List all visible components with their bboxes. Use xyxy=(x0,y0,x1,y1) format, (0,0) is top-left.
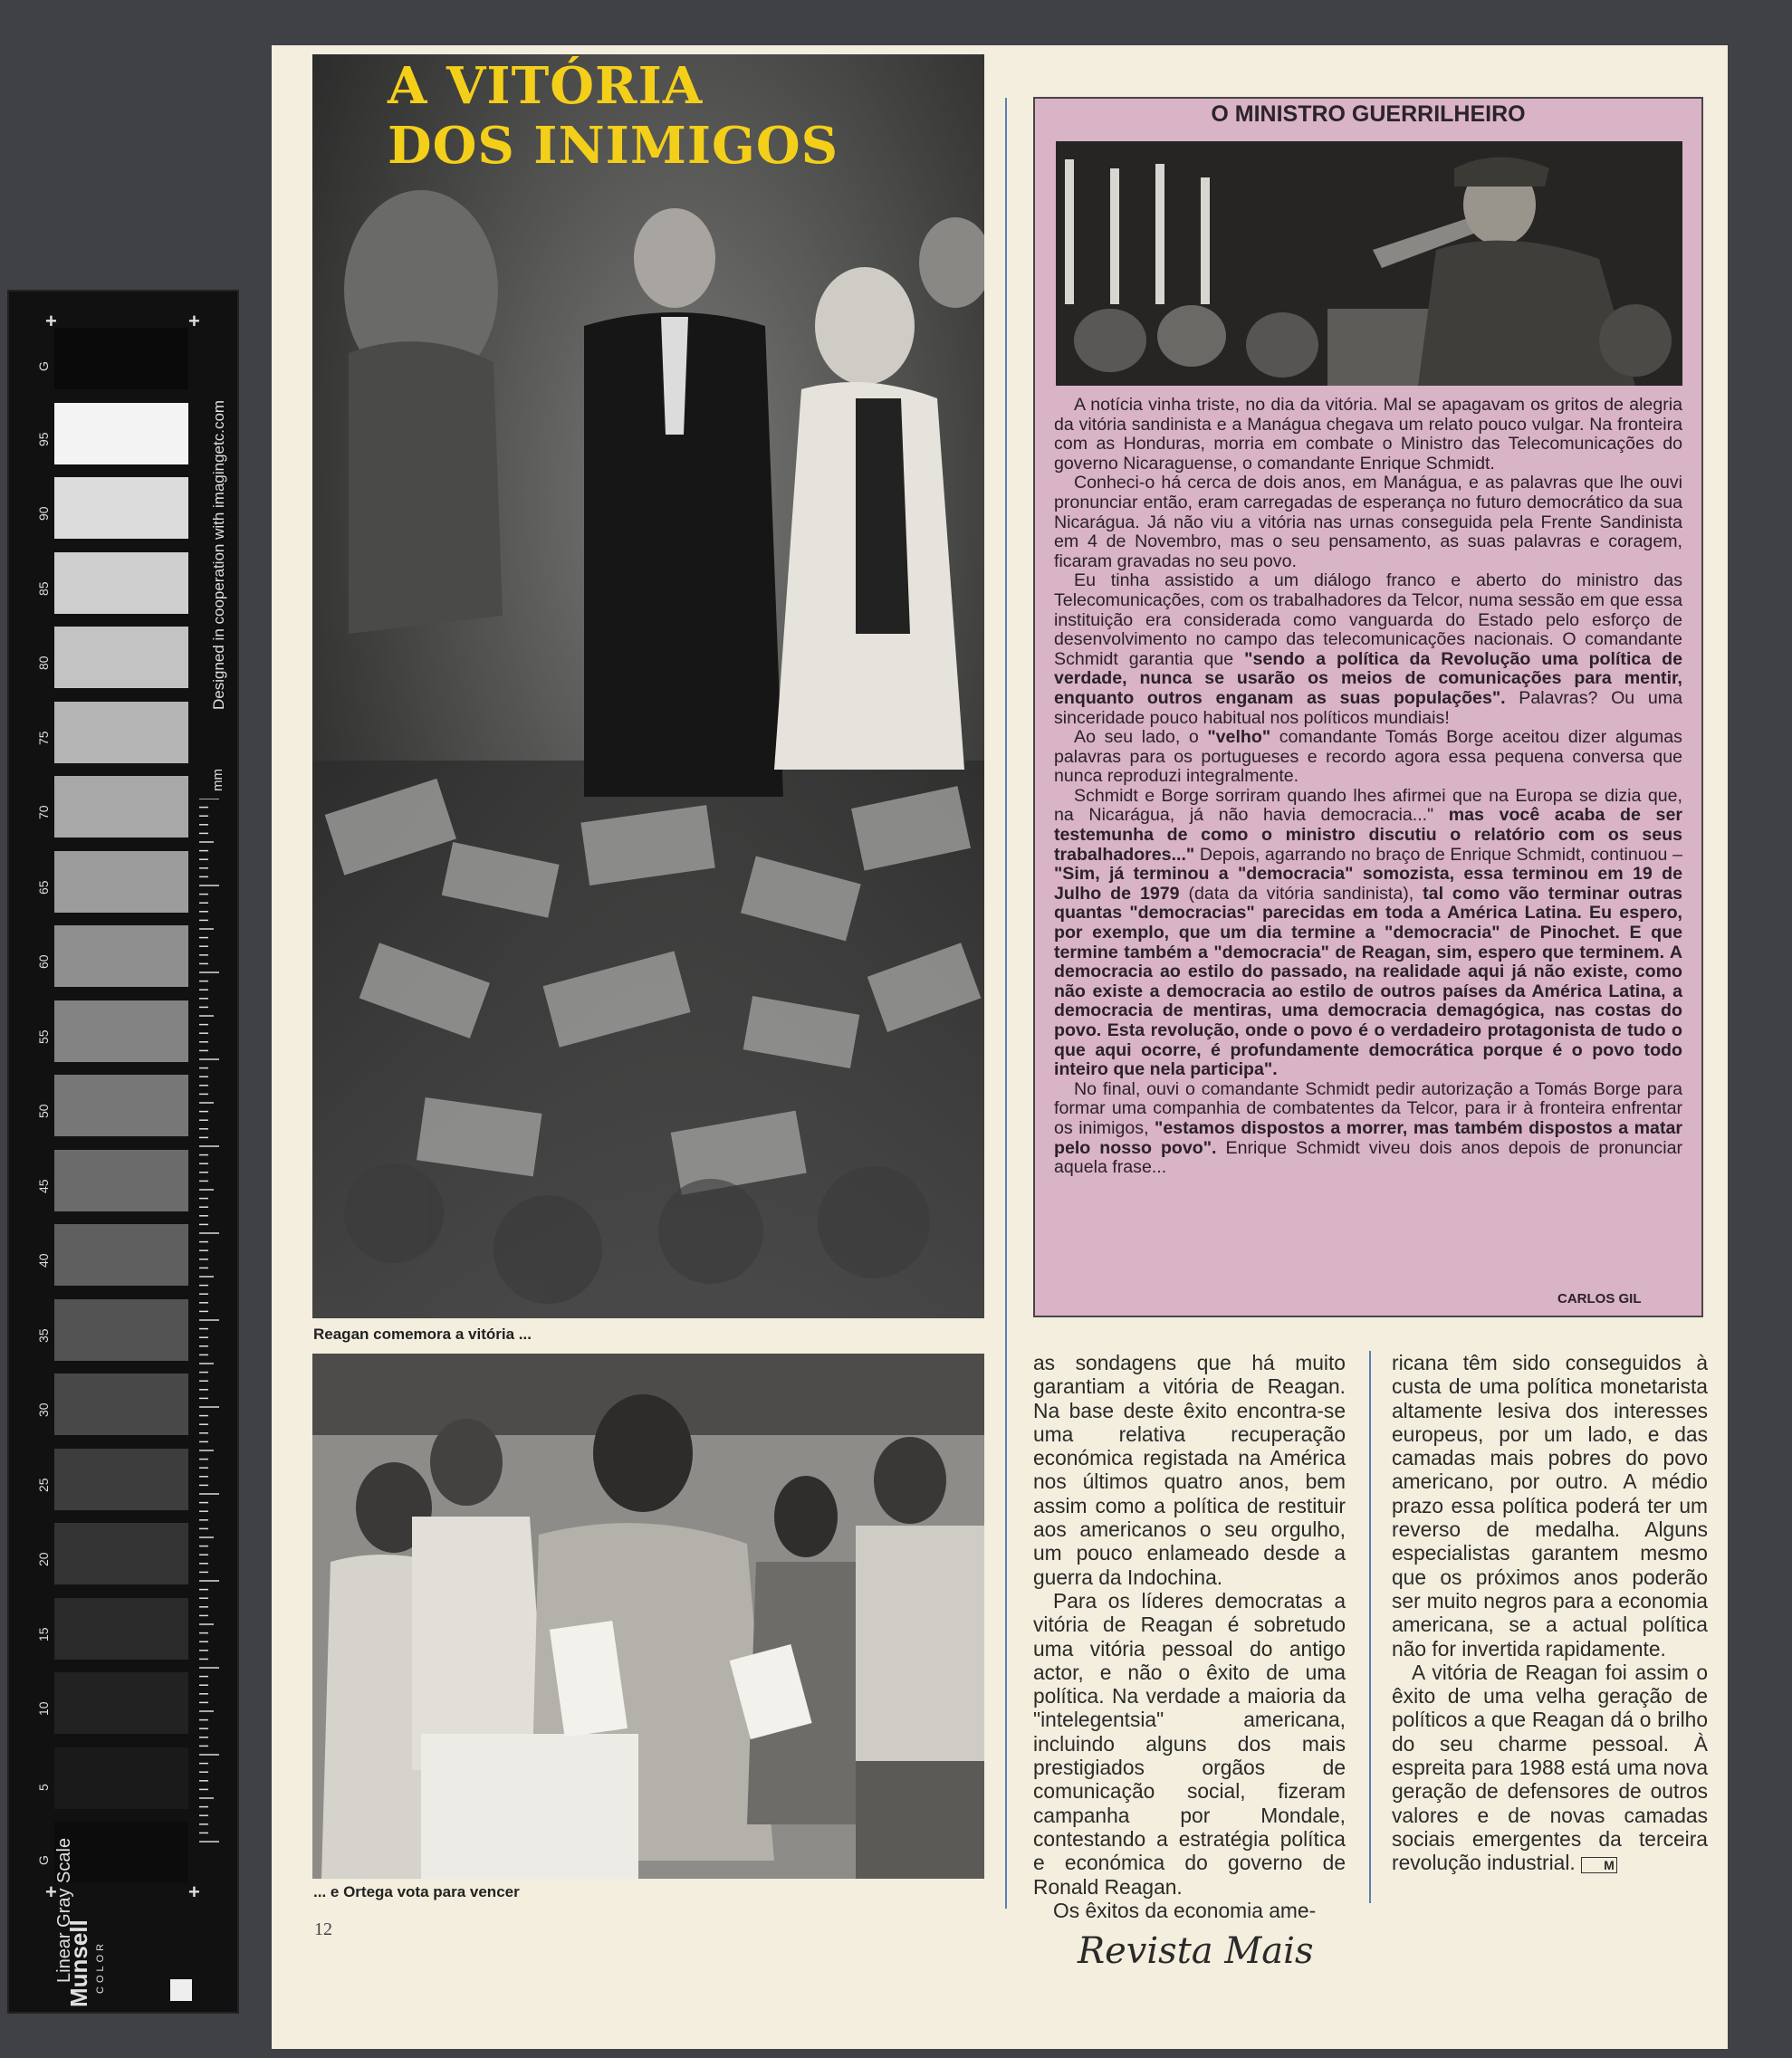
scale-number: 35 xyxy=(36,1327,51,1343)
quote-run: mas você acaba de ser testemunha de como o ministro discutiu o relatório com os seus trabalhadores..." xyxy=(1054,805,1682,865)
gray-patch xyxy=(54,1523,188,1584)
registration-mark-icon: + xyxy=(188,1881,200,1903)
registration-mark-icon: + xyxy=(45,310,57,332)
scale-number: 15 xyxy=(36,1626,51,1642)
scale-number: 50 xyxy=(36,1104,51,1118)
quote-run: "velho" xyxy=(1207,727,1271,748)
brand-name: Munsell xyxy=(65,1919,92,2007)
brand-sub: COLOR xyxy=(95,1939,106,1994)
registration-mark-icon: + xyxy=(188,310,200,332)
credit-text: Designed in cooperation with imagingetc.com xyxy=(210,399,227,710)
body-paragraph: Para os líderes democratas a vitória de Reagan é sobretudo uma vitória pessoal do antigo actor, e não o êxito de uma política. Na verdade a maioria da "intelegentsia" americana, incluindo alguns dos mais prestigiados orgãos de comunicação social, fizeram campanha por Mondale, contestando a estratégia política e económica do governo de Ronald Reagan. xyxy=(1033,1588,1346,1899)
gray-patch xyxy=(54,1150,188,1211)
mm-label: mm xyxy=(210,769,225,791)
scale-number: 75 xyxy=(36,730,51,745)
scale-number: G xyxy=(36,1855,51,1865)
scale-number: 5 xyxy=(36,1783,51,1791)
gray-patch xyxy=(54,477,188,539)
column-rule xyxy=(1369,1351,1371,1903)
gray-patch xyxy=(54,1299,188,1361)
text-run: Enrique Schmidt viveu dois anos depois de pronunciar aquela frase... xyxy=(1054,1137,1683,1178)
scale-number: 80 xyxy=(36,656,51,670)
end-mark-icon: M xyxy=(1581,1857,1617,1873)
gray-patch xyxy=(54,925,188,987)
quote-run: tal como vão terminar outras quantas "democracias" parecidas em toda a América Latina. Eu espero, por exemplo, que um dia termine a "democracia" de Pinochet. E que termine também a "democracia" de Reagan, sim, espero que terminem. A democracia ao estilo do passado, na realidade aqui já não existe, como não existe a democracia ao estilo de outros países da América Latina, a democracia de mentiras, uma democracia demagógica, nas costas do povo. Esta revolução, onde o povo é o verdadeiro protagonista de tudo o que aqui ocorre, é profundamente democrática porque é o povo todo inteiro que nela participa". xyxy=(1054,883,1683,1080)
text-run: Palavras? Ou uma sinceridade pouco habitual nos políticos mundiais! xyxy=(1054,687,1682,728)
reagan-photo xyxy=(312,54,984,1318)
scale-number: 85 xyxy=(36,580,51,596)
column-right xyxy=(1392,1351,1708,1875)
title-line-1: A VITÓRIA xyxy=(388,56,704,116)
gray-patch xyxy=(54,776,188,838)
text-run: A vitória de Reagan foi assim o êxito de uma velha geração de políticos a que Reagan dá o brilho do seu charme pessoal. À espreita para 1988 está uma nova geração de defensores de outros valores e de novas camadas sociais emergentes da terceira revolução industrial. xyxy=(1392,1660,1708,1875)
gray-patch xyxy=(54,1449,188,1510)
scale-number: 55 xyxy=(36,1029,51,1044)
ortega-photo xyxy=(312,1354,984,1879)
text-run: (data da vitória sandinista), xyxy=(1188,883,1414,904)
text-run: Ao seu lado, o xyxy=(1074,727,1199,748)
gray-patch xyxy=(54,1224,188,1286)
scale-number: 65 xyxy=(36,879,51,895)
scale-number: 20 xyxy=(36,1552,51,1566)
scale-number: 40 xyxy=(36,1253,51,1268)
page-number: 12 xyxy=(314,1919,332,1939)
body-paragraph xyxy=(1392,1661,1708,1875)
gray-patch xyxy=(54,403,188,464)
sidebar-paragraph xyxy=(1054,571,1682,728)
gray-patch xyxy=(54,851,188,913)
sidebar-paragraph xyxy=(1054,1080,1682,1178)
text-run: No final, ouvi o comandante Schmidt pedir autorização a Tomás Borge para formar uma companhia de combatentes da Telcor, para ir à fronteira enfrentar os inimigos, xyxy=(1054,1078,1682,1138)
scale-number: 45 xyxy=(36,1178,51,1193)
text-run: Schmidt e Borge sorriram quando lhes afirmei que na Europa se dizia que, na Nicarágua, já não havia democracia..." xyxy=(1054,785,1682,826)
scale-number: 70 xyxy=(36,805,51,819)
text-run: comandante Tomás Borge aceitou dizer algumas palavras para os portugueses e recordo agora essa pequena conversa que nunca reproduzi integralmente. xyxy=(1054,727,1682,787)
schmidt-photo xyxy=(1056,141,1682,386)
title-line-2: DOS INIMIGOS xyxy=(388,116,839,176)
sidebar-paragraph: A notícia vinha triste, no dia da vitória. Mal se apagavam os gritos de alegria da vitória sandinista e a Manágua chegava um relato pouco vulgar. Na fronteira com as Honduras, morria em combate o Ministro das Telecomunicações do governo Nicaraguense, o comandante Enrique Schmidt. xyxy=(1054,395,1682,474)
gray-patch xyxy=(54,627,188,688)
scale-number: 30 xyxy=(36,1402,51,1417)
caption-bottom: ... e Ortega vota para vencer xyxy=(313,1883,520,1900)
gray-patch xyxy=(54,1672,188,1734)
sidebar-author: CARLOS GIL xyxy=(1557,1291,1642,1307)
gray-patch xyxy=(54,1374,188,1435)
article-title xyxy=(388,56,839,176)
mm-ruler xyxy=(199,799,226,1858)
body-paragraph: as sondagens que há muito garantiam a vitória de Reagan. Na base deste êxito encontra-se uma relativa recuperação económica registada na América nos últimos quatro anos, bem assim como a política de restituir aos americanos o seu orgulho, um pouco enlameado desde a guerra da Indochina. xyxy=(1033,1351,1346,1589)
gray-patch xyxy=(54,1747,188,1809)
sidebar-text xyxy=(1054,396,1682,1178)
gray-scale-card xyxy=(7,290,239,2014)
gray-patch xyxy=(54,552,188,614)
quote-run: "estamos dispostos a morrer, mas também dispostos a matar pelo nosso povo". xyxy=(1054,1117,1682,1158)
scale-number: G xyxy=(36,361,51,371)
sidebar-title: O MINISTRO GUERRILHEIRO xyxy=(1211,101,1526,127)
scale-number: 60 xyxy=(36,954,51,969)
gray-patch xyxy=(54,1000,188,1062)
sidebar-paragraph xyxy=(1054,728,1682,787)
sidebar-paragraph: Conheci-o há cerca de dois anos, em Manágua, e as palavras que lhe ouvi pronunciar então, eram carregadas de esperança no futuro democrático da sua Nicarágua. Já não viu a vitória nas urnas conseguida pela Frente Sandinista em 4 de Novembro, mas o seu pensamento, as suas palavras e coragem, ficaram gravadas no seu povo. xyxy=(1054,473,1682,571)
gray-patch xyxy=(54,1598,188,1660)
gray-patch xyxy=(54,328,188,389)
quote-run: "Sim, já terminou a "democracia" somozista, essa terminou em 19 de Julho de 1979 xyxy=(1054,864,1682,904)
gray-patch xyxy=(54,702,188,763)
munsell-logo xyxy=(163,1894,226,1994)
scale-number: 25 xyxy=(36,1477,51,1492)
text-run: Eu tinha assistido a um diálogo franco e aberto do ministro das Telecomunicações, com os trabalhadores da Telcor, numa sessão em que essa instituição era considerada como vanguarda do Estado pelo esforço de desenvolvimento no campo das telecomunicações nacionais. O comandante Schmidt garantia que xyxy=(1054,570,1682,669)
sidebar-paragraph xyxy=(1054,787,1682,1080)
column-left xyxy=(1033,1351,1346,1922)
column-rule xyxy=(1005,98,1007,1909)
scale-number: 10 xyxy=(36,1701,51,1716)
handwritten-note: Revista Mais xyxy=(1078,1930,1314,1972)
scale-number: 90 xyxy=(36,506,51,521)
body-paragraph: Os êxitos da economia ame- xyxy=(1053,1898,1317,1922)
gray-patch xyxy=(54,1075,188,1136)
text-run: Depois, agarrando no braço de Enrique Schmidt, continuou – xyxy=(1199,844,1682,865)
quote-run: "sendo a política da Revolução uma política de verdade, nunca se usarão os meios de comunicações para mentir, enquanto outros enganam as suas populações". xyxy=(1054,648,1682,708)
scale-number: 95 xyxy=(36,431,51,446)
registration-mark-icon: + xyxy=(45,1881,57,1903)
scale-name: Linear Gray Scale xyxy=(54,1837,74,1983)
body-paragraph: ricana têm sido conseguidos à custa de uma política monetarista altamente lesiva dos interesses europeus, por um lado, e das camadas mais pobres do povo americano, por outro. A médio prazo essa política poderá ter um reverso de medalha. Alguns especialistas garantem mesmo que os próximos anos poderão ser muito negros para a economia americana, se a actual política não for invertida rapidamente. xyxy=(1392,1351,1708,1661)
munsell-logo-icon xyxy=(170,1979,192,2001)
caption-top: Reagan comemora a vitória ... xyxy=(313,1326,532,1343)
